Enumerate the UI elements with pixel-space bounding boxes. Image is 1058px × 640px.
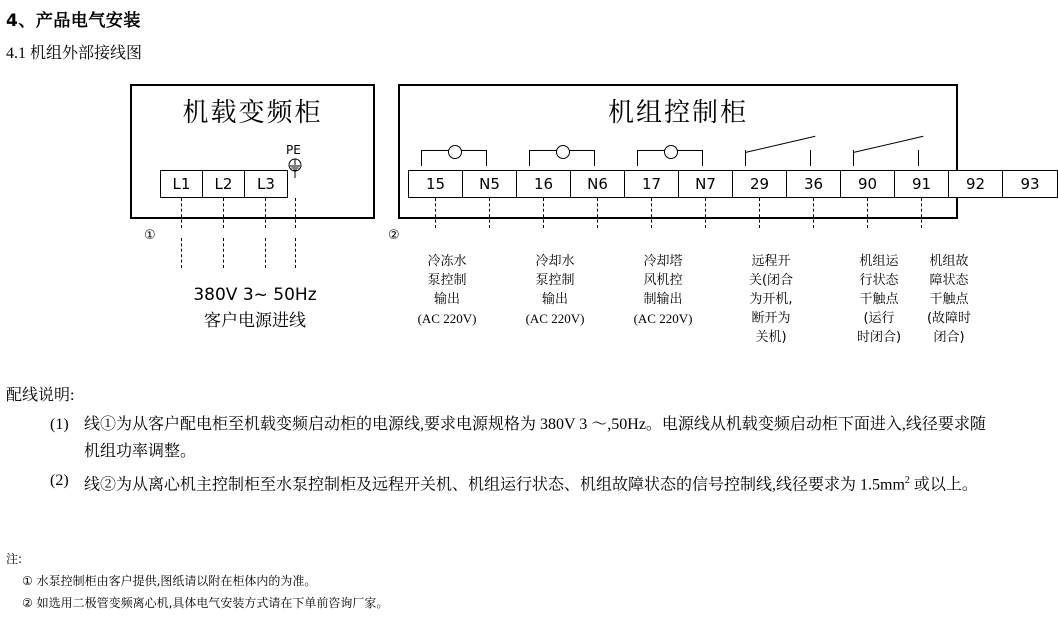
jumper-dot-2 [556, 145, 570, 159]
jumper-dot-3 [664, 145, 678, 159]
terminal-l2: L2 [203, 171, 245, 197]
terminal-n5: N5 [463, 171, 517, 197]
terminal-15: 15 [409, 171, 463, 197]
right-lead-a5 [651, 198, 652, 228]
jumper-link-2 [529, 150, 595, 166]
wiring-item-2 [50, 467, 986, 498]
terminal-17: 17 [625, 171, 679, 197]
left-terminal-row [160, 170, 288, 198]
page-title: 4、产品电气安装 [6, 11, 141, 31]
right-cabinet-title: 机组控制柜 [607, 98, 748, 128]
right-lead-a4 [597, 198, 598, 228]
marker-1: ① [144, 228, 156, 243]
wiring-diagram [0, 70, 1040, 370]
caption-chilled-water-pump: 冷冻水 泵控制 输出 (AC 220V) [417, 254, 477, 326]
left-lead-1b [181, 238, 182, 268]
wiring-item-2-superscript: 2 [904, 475, 910, 486]
caption-remote-switch: 远程开 关(闭合 为开机, 断开为 关机) [748, 254, 794, 345]
wiring-description-label: 配线说明: [6, 387, 75, 404]
left-lead-pe-a [295, 198, 296, 228]
left-cabinet-title: 机载变频柜 [182, 98, 323, 128]
jumper-link-3 [637, 150, 703, 166]
terminal-91: 91 [895, 171, 949, 197]
right-lead-a7 [759, 198, 760, 228]
terminal-36: 36 [787, 171, 841, 197]
wiring-item-2-text-part2: 或以上。 [909, 476, 978, 494]
wiring-item-2-text [84, 467, 986, 498]
caption-cooling-tower-fan: 冷却塔 风机控 制输出 (AC 220V) [633, 254, 693, 326]
wiring-description [6, 382, 986, 498]
right-lead-a10 [921, 198, 922, 228]
right-terminal-row [408, 170, 1058, 198]
footnote-1: ① 水泵控制柜由客户提供,图纸请以附在柜体内的为准。 [22, 574, 317, 588]
right-lead-a6 [705, 198, 706, 228]
left-lead-2b [223, 238, 224, 268]
right-lead-a2 [489, 198, 490, 228]
right-lead-a1 [435, 198, 436, 228]
wiring-item-2-text-part1: 线②为从离心机主控制柜至水泵控制柜及远程开关机、机组运行状态、机组故障状态的信号控制线,线径要求为 1.5mm [84, 476, 905, 494]
section-subtitle: 4.1 机组外部接线图 [6, 45, 143, 62]
left-lead-2a [223, 198, 224, 228]
contact-switch-2 [853, 150, 919, 166]
left-cabinet-caption [130, 282, 380, 334]
wiring-item-2-number: (2) [50, 472, 69, 489]
terminal-93: 93 [1020, 175, 1040, 193]
wiring-item-1 [50, 411, 986, 465]
jumper-link-1 [421, 150, 487, 166]
wiring-item-1-number: (1) [50, 416, 69, 433]
footnote-2: ② 如选用二极管变频离心机,具体电气安装方式请在下单前咨询厂家。 [22, 596, 389, 610]
contact-switch-1 [745, 150, 811, 166]
terminal-90: 90 [841, 171, 895, 197]
terminal-16: 16 [517, 171, 571, 197]
terminal-n7: N7 [679, 171, 733, 197]
pe-label: PE [286, 143, 301, 157]
caption-fault-status: 机组故 障状态 干触点 (故障时 闭合) [926, 254, 972, 345]
marker-2: ② [388, 228, 400, 243]
terminal-n6: N6 [571, 171, 625, 197]
caption-run-status: 机组运 行状态 干触点 (运行 时闭合) [856, 254, 902, 345]
left-lead-3b [265, 238, 266, 268]
left-lead-1a [181, 198, 182, 228]
right-lead-a3 [543, 198, 544, 228]
ground-icon [285, 158, 305, 180]
terminal-l3: L3 [257, 175, 275, 193]
terminal-29: 29 [733, 171, 787, 197]
right-lead-a8 [813, 198, 814, 228]
footnotes-label: 注: [6, 552, 23, 566]
left-lead-3a [265, 198, 266, 228]
terminal-92: 92 [949, 171, 1003, 197]
left-lead-pe-b [295, 238, 296, 268]
terminal-l1: L1 [161, 171, 203, 197]
left-caption-line2: 客户电源进线 [204, 311, 306, 331]
jumper-dot-1 [448, 145, 462, 159]
caption-cooling-water-pump: 冷却水 泵控制 输出 (AC 220V) [525, 254, 585, 326]
right-lead-a9 [867, 198, 868, 228]
left-caption-line1: 380V 3~ 50Hz [193, 285, 317, 305]
footnotes [6, 548, 986, 614]
wiring-item-1-text: 线①为从客户配电柜至机载变频启动柜的电源线,要求电源规格为 380V 3 ～,50Hz。电源线从机载变频启动柜下面进入,线径要求随机组功率调整。 [84, 416, 986, 460]
